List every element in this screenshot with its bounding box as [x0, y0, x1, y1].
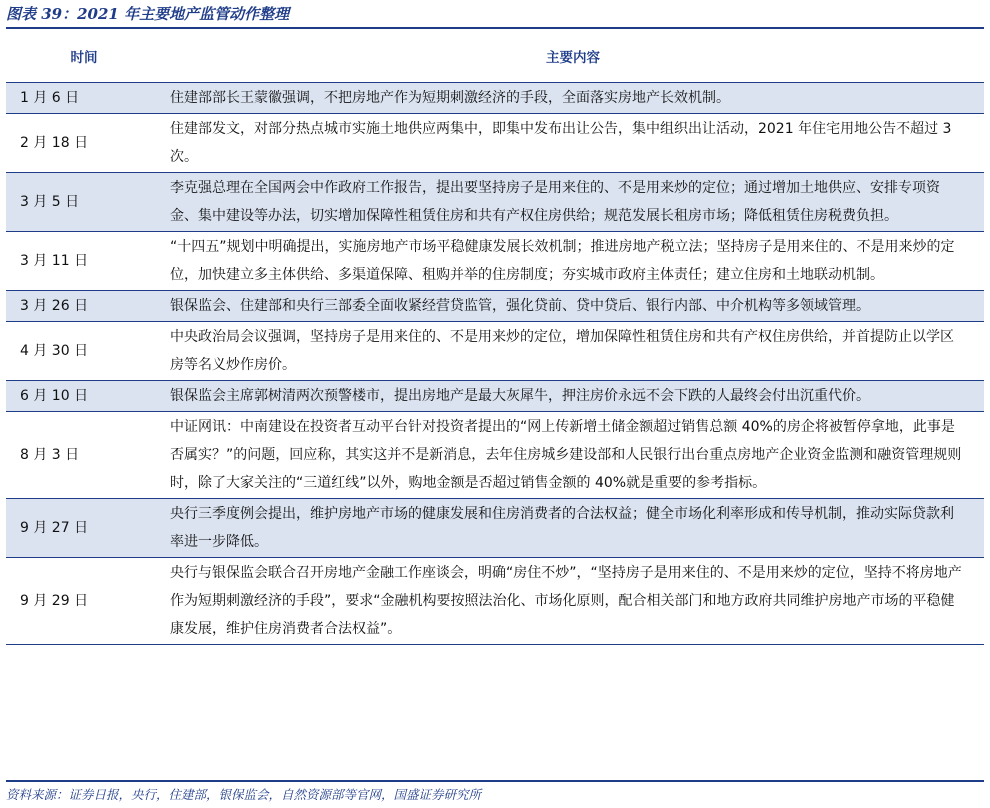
figure-title: 图表 39：2021 年主要地产监管动作整理 — [6, 5, 290, 23]
row-content: 住建部发文，对部分热点城市实施土地供应两集中，即集中发布出让公告，集中组织出让活动，2021 年住宅用地公告不超过 3 次。 — [162, 114, 984, 173]
row-date: 9 月 29 日 — [6, 558, 162, 645]
table-header-row — [6, 30, 984, 83]
table-row — [6, 558, 984, 645]
row-content: 住建部部长王蒙徽强调，不把房地产作为短期刺激经济的手段，全面落实房地产长效机制。 — [162, 83, 984, 114]
row-date: 1 月 6 日 — [6, 83, 162, 114]
row-content: 银保监会主席郭树清两次预警楼市，提出房地产是最大灰犀牛，押注房价永远不会下跌的人最终会付出沉重代价。 — [162, 381, 984, 412]
table-row — [6, 83, 984, 114]
row-content: 银保监会、住建部和央行三部委全面收紧经营贷监管，强化贷前、贷中贷后、银行内部、中介机构等多领域管理。 — [162, 291, 984, 322]
row-date: 3 月 5 日 — [6, 173, 162, 232]
content-column-header: 主要内容 — [162, 30, 984, 83]
row-date: 6 月 10 日 — [6, 381, 162, 412]
table-row — [6, 173, 984, 232]
row-date: 8 月 3 日 — [6, 412, 162, 499]
row-date: 4 月 30 日 — [6, 322, 162, 381]
row-content: 中证网讯：中南建设在投资者互动平台针对投资者提出的“网上传新增土储金额超过销售总额 40%的房企将被暂停拿地，此事是否属实？”的问题，回应称，其实这并不是新消息，去年住房城乡建设部和人民银行出台重点房地产企业资金监测和融资管理规则时，除了大家关注的“三道红线”以外，购地金额是否超过销售金额的 40%就是重要的参考指标。 — [162, 412, 984, 499]
table-row — [6, 412, 984, 499]
row-content: 央行三季度例会提出，维护房地产市场的健康发展和住房消费者的合法权益；健全市场化利率形成和传导机制，推动实际贷款利率进一步降低。 — [162, 499, 984, 558]
source-note: 资料来源：证券日报，央行，住建部，银保监会，自然资源部等官网，国盛证券研究所 — [6, 780, 984, 803]
table-row — [6, 499, 984, 558]
title-divider — [6, 27, 984, 29]
table-row — [6, 114, 984, 173]
table-row — [6, 232, 984, 291]
row-content: 中央政治局会议强调，坚持房子是用来住的、不是用来炒的定位，增加保障性租赁住房和共有产权住房供给，并首提防止以学区房等名义炒作房价。 — [162, 322, 984, 381]
table-row — [6, 381, 984, 412]
row-content: 央行与银保监会联合召开房地产金融工作座谈会，明确“房住不炒”，“坚持房子是用来住的、不是用来炒的定位，坚持不将房地产作为短期刺激经济的手段”，要求“金融机构要按照法治化、市场化原则，配合相关部门和地方政府共同维护房地产市场的平稳健康发展，维护住房消费者合法权益”。 — [162, 558, 984, 645]
table-row — [6, 322, 984, 381]
row-content: “十四五”规划中明确提出，实施房地产市场平稳健康发展长效机制；推进房地产税立法；坚持房子是用来住的、不是用来炒的定位，加快建立多主体供给、多渠道保障、租购并举的住房制度；夯实城市政府主体责任；建立住房和土地联动机制。 — [162, 232, 984, 291]
row-date: 2 月 18 日 — [6, 114, 162, 173]
row-date: 9 月 27 日 — [6, 499, 162, 558]
row-date: 3 月 26 日 — [6, 291, 162, 322]
row-date: 3 月 11 日 — [6, 232, 162, 291]
date-column-header: 时间 — [6, 30, 162, 83]
table-row — [6, 291, 984, 322]
row-content: 李克强总理在全国两会中作政府工作报告，提出要坚持房子是用来住的、不是用来炒的定位；通过增加土地供应、安排专项资金、集中建设等办法，切实增加保障性租赁住房和共有产权住房供给；规范发展长租房市场；降低租赁住房税费负担。 — [162, 173, 984, 232]
policy-table — [6, 30, 984, 645]
